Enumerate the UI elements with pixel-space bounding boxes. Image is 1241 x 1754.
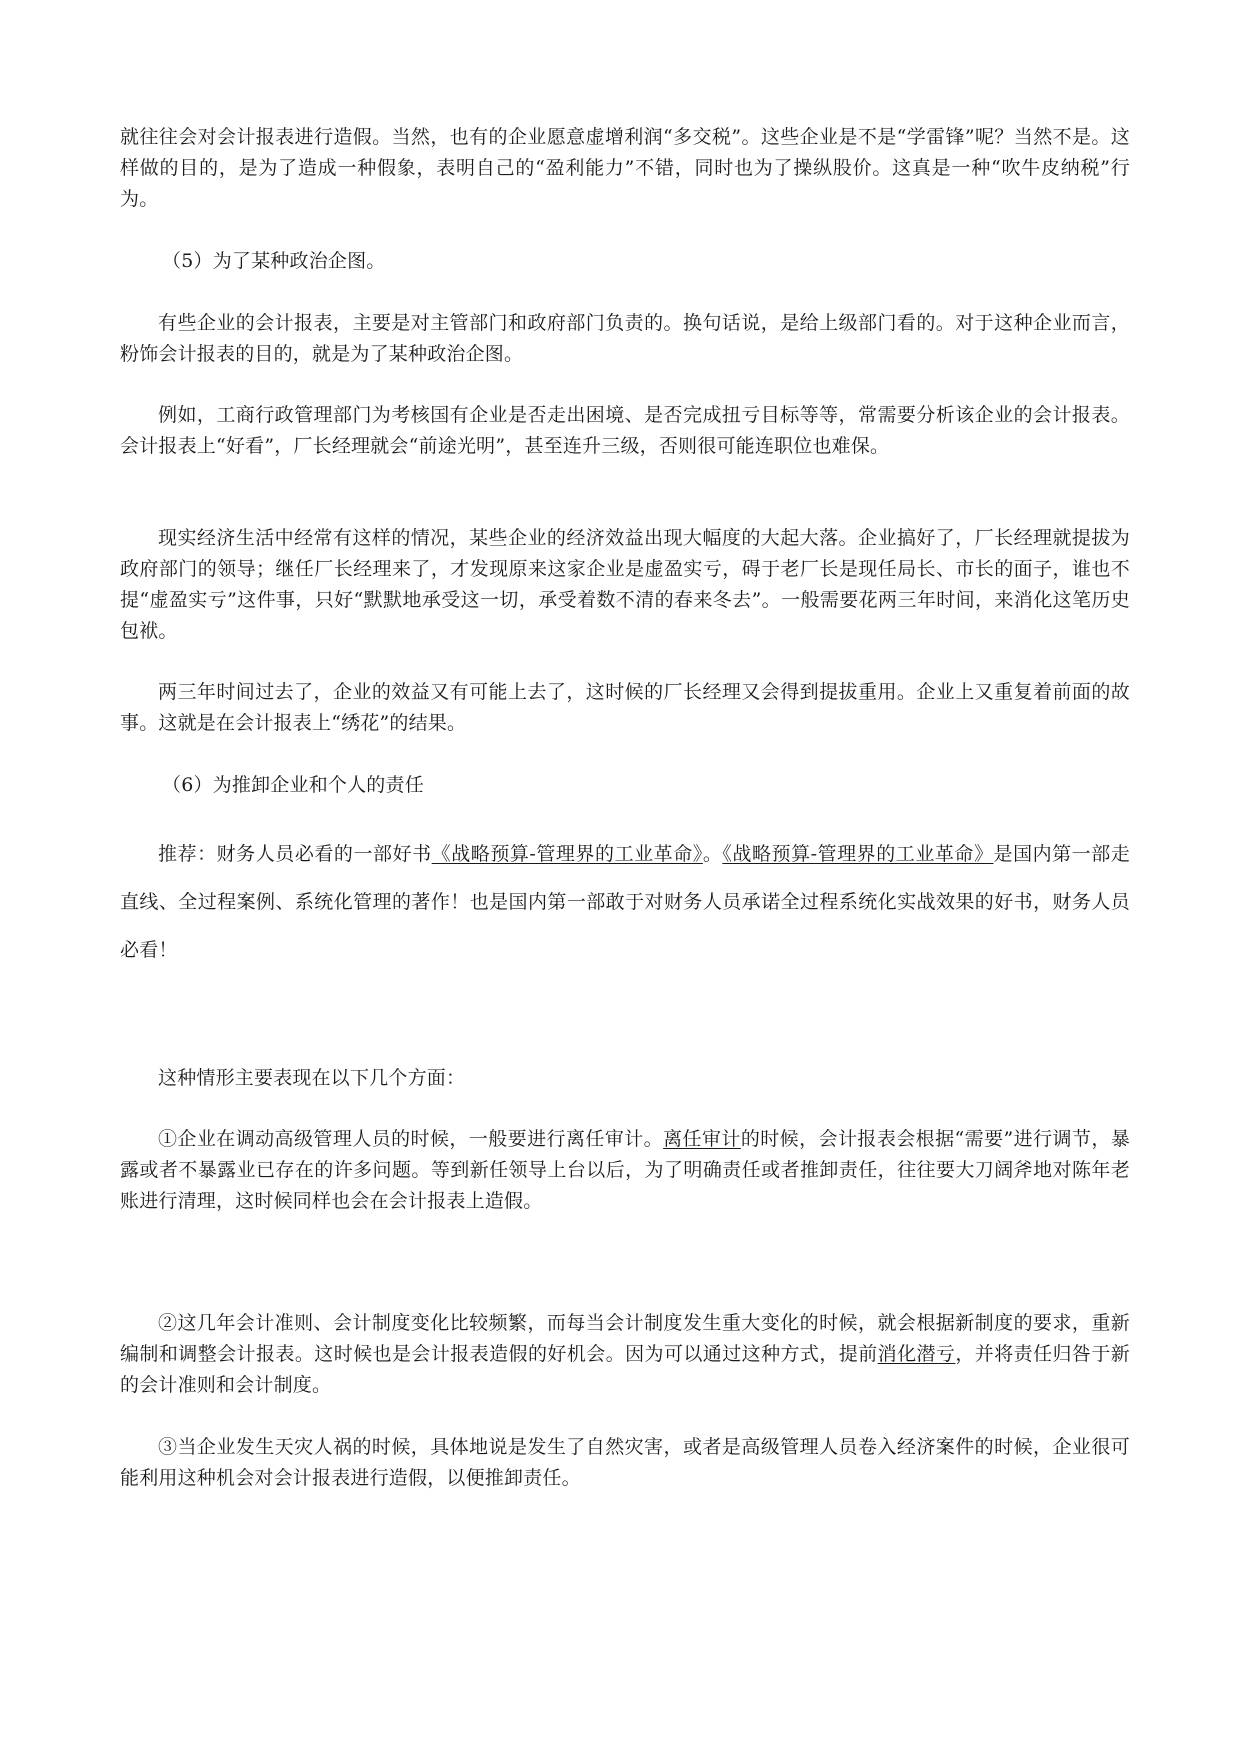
book-link-strategic-budget[interactable]: 《战略预算-管理界的工业革命》 [431, 843, 703, 865]
paragraph-boom-bust: 现实经济生活中经常有这样的情况，某些企业的经济效益出现大幅度的大起大落。企业搞好了，厂长经理就提拔为政府部门的领导；继任厂长经理来了，才发现原来这家企业是虚盈实亏，碍于老厂长是现任局长、市长的面子，谁也不提“虚盈实亏”这件事，只好“默默地承受这一切，承受着数不清的春来冬去”。一般需要花两三年时间，来消化这笔历史包袱。 [120, 527, 1130, 642]
paragraph-disaster: ③当企业发生天灾人祸的时候，具体地说是发生了自然灾害，或者是高级管理人员卷入经济案件的时候，企业很可能利用这种机会对会计报表进行造假，以便推卸责任。 [120, 1436, 1130, 1489]
paragraph-book-recommendation [120, 830, 1130, 974]
heading-shift-responsibility: （6）为推卸企业和个人的责任 [162, 774, 424, 796]
paragraph-government-reporting: 有些企业的会计报表，主要是对主管部门和政府部门负责的。换句话说，是给上级部门看的。对于这种企业而言，粉饰会计报表的目的，就是为了某种政治企图。 [120, 312, 1130, 365]
audit-prefix: ①企业在调动高级管理人员的时候，一般要进行离任审计。 [158, 1128, 664, 1150]
paragraph-embroidery-result: 两三年时间过去了，企业的效益又有可能上去了，这时候的厂长经理又会得到提拔重用。企业上又重复着前面的故事。这就是在会计报表上“绣花”的结果。 [120, 681, 1130, 734]
paragraph-situations-intro: 这种情形主要表现在以下几个方面： [158, 1067, 466, 1089]
recommendation-separator: 。 [702, 843, 723, 865]
hidden-loss-link[interactable]: 消化潜亏 [877, 1343, 956, 1365]
standards-prefix: ②这几年会计准则、会计制度变化比较频繁，而每当会计制度发生重大变化的时候，就会根据新制度的要求，重新编制和调整会计报表。这时候也是会计报表造假的好机会。因为可以通过这种方式，提前 [120, 1312, 1130, 1365]
paragraph-state-enterprise-example: 例如，工商行政管理部门为考核国有企业是否走出困境、是否完成扭亏目标等等，常需要分析该企业的会计报表。会计报表上“好看”，厂长经理就会“前途光明”，甚至连升三级，否则很可能连职位也难保。 [120, 404, 1130, 457]
heading-political-motive: （5）为了某种政治企图。 [162, 250, 386, 272]
paragraph-standards-change [120, 1308, 1130, 1401]
paragraph-departure-audit [120, 1124, 1130, 1217]
recommendation-prefix: 推荐：财务人员必看的一部好书 [158, 843, 432, 865]
book-link-strategic-budget-2[interactable]: 《战略预算-管理界的工业革命》 [722, 843, 994, 865]
departure-audit-link[interactable]: 离任审计 [663, 1128, 741, 1150]
recommendation-suffix: 是国内第一部走直线、全过程案例、系统化管理的著作！也是国内第一部敢于对财务人员承诺全过程系统化实战效果的好书，财务人员必看！ [120, 843, 1131, 961]
paragraph-tax-inflation: 就往往会对会计报表进行造假。当然，也有的企业愿意虚增利润“多交税”。这些企业是不是“学雷锋”呢？当然不是。这样做的目的，是为了造成一种假象，表明自己的“盈利能力”不错，同时也为了操纵股价。这真是一种“吹牛皮纳税”行为。 [120, 126, 1130, 210]
audit-suffix: 的时候，会计报表会根据“需要”进行调节，暴露或者不暴露业已存在的许多问题。等到新任领导上台以后，为了明确责任或者推卸责任，往往要大刀阔斧地对陈年老账进行清理，这时候同样也会在会计报表上造假。 [120, 1128, 1130, 1212]
standards-suffix: ，并将责任归咎于新的会计准则和会计制度。 [120, 1343, 1130, 1396]
